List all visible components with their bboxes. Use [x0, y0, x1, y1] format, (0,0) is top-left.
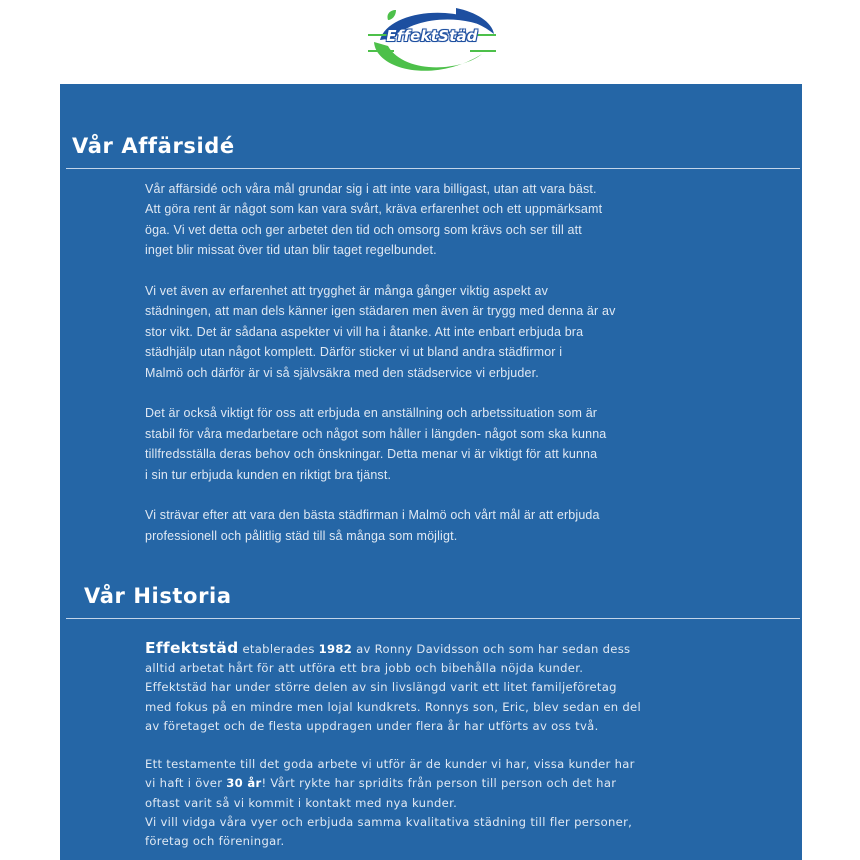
business-idea-paragraph-2: [145, 281, 685, 383]
business-idea-paragraph-3: [145, 403, 685, 485]
text-line: städningen, att man dels känner igen städaren men även är trygg med denna är av: [145, 304, 616, 319]
history-paragraph-1: [145, 639, 685, 736]
text-line: i sin tur erbjuda kunden en riktigt bra tjänst.: [145, 467, 392, 482]
text-line: tillfredsställa deras behov och önskningar. Detta menar vi är viktigt för att kunna: [145, 447, 598, 462]
text-line: av företaget och de flesta uppdragen under flera år har utförts av oss två.: [145, 718, 599, 733]
logo[interactable]: [364, 4, 500, 80]
text-fragment: etablerades: [238, 642, 319, 656]
business-idea-heading: Vår Affärsidé: [72, 134, 235, 158]
text-line: Vi vet även av erfarenhet att trygghet är många gånger viktig aspekt av: [145, 284, 549, 299]
text-line: Att göra rent är något som kan vara svårt, kräva erfarenhet och ett uppmärksamt: [145, 202, 603, 217]
logo-text: EffektStäd: [386, 27, 478, 45]
business-idea-paragraph-1: [145, 179, 685, 261]
content-panel: [60, 84, 802, 860]
text-line: Effektstäd har under större delen av sin livslängd varit ett litet familjeföretag: [145, 680, 617, 695]
business-idea-divider: [66, 168, 800, 169]
text-line: Ett testamente till det goda arbete vi utför är de kunder vi har, vissa kunder har: [145, 757, 635, 772]
text-line: Vår affärsidé och våra mål grundar sig i att inte vara billigast, utan att vara bäst.: [145, 182, 597, 196]
text-line: Vi strävar efter att vara den bästa städfirman i Malmö och vårt mål är att erbjuda: [145, 508, 600, 523]
text-line: Malmö och därför är vi så självsäkra med den städservice vi erbjuder.: [145, 365, 539, 380]
brand-name: Effektstäd: [145, 639, 239, 657]
history-paragraph-2: [145, 755, 685, 851]
text-line: Vi vill vidga våra vyer och erbjuda samma kvalitativa städning till fler personer,: [145, 814, 633, 829]
founding-year: 1982: [318, 642, 353, 656]
text-line: företag och föreningar.: [145, 834, 285, 849]
text-line: öga. Vi vet detta och ger arbetet den tid och omsorg som krävs och ser till att: [145, 222, 582, 237]
text-line: städhjälp utan något komplett. Därför sticker vi ut bland andra städfirmor i: [145, 345, 563, 360]
customer-years: 30 år: [226, 776, 262, 791]
text-line: stor vikt. Det är sådana aspekter vi vill ha i åtanke. Att inte enbart erbjuda bra: [145, 324, 584, 339]
text-line: stabil för våra medarbetare och något som håller i längden- något som ska kunna: [145, 426, 607, 441]
text-line: med fokus på en mindre men lojal kundkrets. Ronnys son, Eric, blev sedan en del: [145, 699, 642, 714]
text-line: alltid arbetat hårt för att utföra ett bra jobb och bibehålla nöjda kunder.: [145, 661, 584, 676]
text-fragment: av Ronny Davidsson och som har sedan dess: [352, 642, 631, 656]
text-line: oftast varit så vi kommit i kontakt med nya kunder.: [145, 795, 458, 810]
history-text: [145, 639, 685, 851]
text-fragment: vi haft i över: [145, 776, 227, 791]
text-line: Det är också viktigt för oss att erbjuda en anställning och arbetssituation som är: [145, 406, 598, 421]
business-idea-text: [145, 179, 685, 546]
text-line: professionell och pålitlig städ till så många som möjligt.: [145, 528, 458, 543]
business-idea-paragraph-4: [145, 505, 685, 546]
history-heading: Vår Historia: [84, 584, 232, 608]
text-line: inget blir missat över tid utan blir taget regelbundet.: [145, 243, 437, 258]
history-divider: [66, 618, 800, 619]
text-fragment: ! Vårt rykte har spridits från person till person och det har: [261, 776, 617, 791]
